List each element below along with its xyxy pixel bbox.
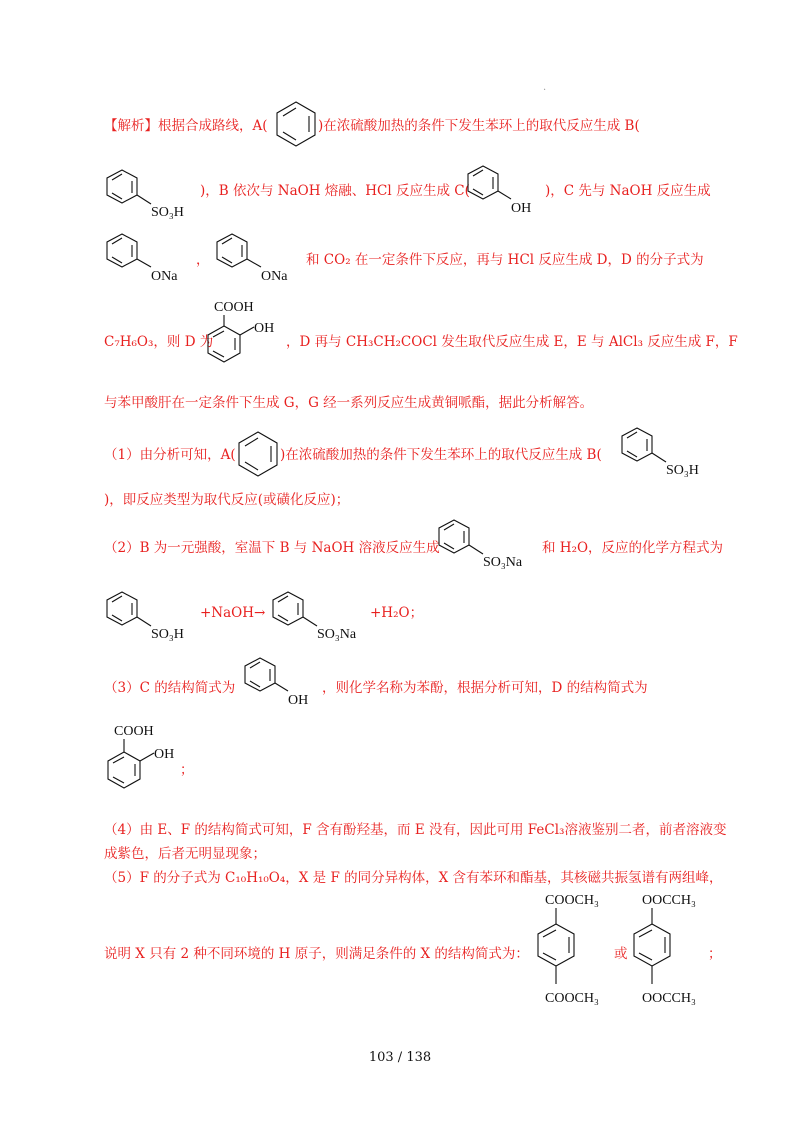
q2-line-a: （2）B 为一元强酸，室温下 B 与 NaOH 溶液反应生成 [104,540,440,556]
equation-h2o: +H₂O； [370,605,424,621]
salicylic-acid-structure-q3 [104,720,194,802]
line-4a: C₇H₆O₃，则 D 为 [104,334,214,350]
benzenesulfonic-acid-structure [104,168,199,224]
q4-line-a: （4）由 E、F 的结构简式可知，F 含有酚羟基，而 E 没有，因此可用 FeCl₃溶液鉴别二者，前者溶液变 [104,822,727,838]
sodium-phenoxide-structure-1 [104,232,194,286]
line-3a: ， [196,252,210,268]
line-4b: ，D 再与 CH₃CH₂COCl 发生取代反应生成 E，E 与 AlCl₃ 反应生成 F，F [286,334,738,350]
svg-text:OH: OH [511,201,532,216]
line-3b: 和 CO₂ 在一定条件下反应，再与 HCl 反应生成 D，D 的分子式为 [306,252,704,268]
benzene-structure-q1 [236,430,280,478]
phenol-structure-q3 [242,656,322,710]
q5-line-b: 说明 X 只有 2 种不同环境的 H 原子，则满足条件的 X 的结构简式为： [104,946,529,962]
scan-dot: . [543,82,547,93]
q5-line-c: 或 [614,946,628,962]
q5-line-a: （5）F 的分子式为 C₁₀H₁₀O₄，X 是 F 的同分异构体，X 含有苯环和酯基，其核磁共振氢谱有两组峰， [104,870,723,886]
q5-line-d: ； [708,946,722,962]
line-1a: 【解析】根据合成路线，A( [104,118,268,134]
q1-line-b: )在浓硫酸加热的条件下发生苯环上的取代反应生成 B( [280,447,602,463]
page-number: 103 / 138 [368,1050,432,1065]
line-5: 与苯甲酸肝在一定条件下生成 G，G 经一系列反应生成黄铜哌酯，据此分析解答。 [104,395,594,411]
line-1b: )在浓硫酸加热的条件下发生苯环上的取代反应生成 B( [318,118,640,134]
svg-text:OH: OH [154,747,175,762]
svg-text:SO₃Na: SO₃Na [317,627,357,642]
line-2a: )，B 依次与 NaOH 熔融、HCl 反应生成 C( [200,183,470,199]
phenol-structure [465,164,545,218]
equation-naoh: +NaOH→ [200,605,266,621]
so3h-label: SO₃H [151,205,184,220]
svg-text:ONa: ONa [261,269,288,284]
svg-text:COOH: COOH [114,724,154,739]
svg-text:SO₃H: SO₃H [666,463,699,478]
q3-line-a: （3）C 的结构简式为 [104,680,236,696]
equation-product-structure [270,590,370,646]
svg-text:OOCCH₃: OOCCH₃ [642,893,696,908]
dimethyl-terephthalate-structure [530,890,620,1012]
q3-line-c: ； [180,762,194,778]
svg-text:COOCH₃: COOCH₃ [545,893,599,908]
svg-text:OH: OH [254,321,275,336]
benzene-structure [274,100,318,148]
salicylic-acid-structure [204,296,294,374]
svg-text:SO₃Na: SO₃Na [483,555,523,570]
sodium-phenoxide-structure-2 [214,232,304,286]
svg-text:OH: OH [288,693,309,708]
q1-line-a: （1）由分析可知，A( [104,447,236,463]
svg-text:COOCH₃: COOCH₃ [545,991,599,1006]
equation-reactant-structure [104,590,199,646]
q1-line-c: )，即反应类型为取代反应(或磺化反应)； [104,492,350,508]
q4-line-b: 成紫色，后者无明显现象； [104,846,266,862]
line-2b: )，C 先与 NaOH 反应生成 [545,183,711,199]
q3-line-b: ，则化学名称为苯酚，根据分析可知，D 的结构简式为 [322,680,648,696]
svg-text:ONa: ONa [151,269,178,284]
svg-text:SO₃H: SO₃H [151,627,184,642]
svg-text:OOCCH₃: OOCCH₃ [642,991,696,1006]
svg-text:COOH: COOH [214,300,254,315]
sodium-benzenesulfonate-structure [436,518,546,574]
q2-line-b: 和 H₂O，反应的化学方程式为 [542,540,724,556]
benzenesulfonic-acid-structure-q1 [619,426,714,482]
